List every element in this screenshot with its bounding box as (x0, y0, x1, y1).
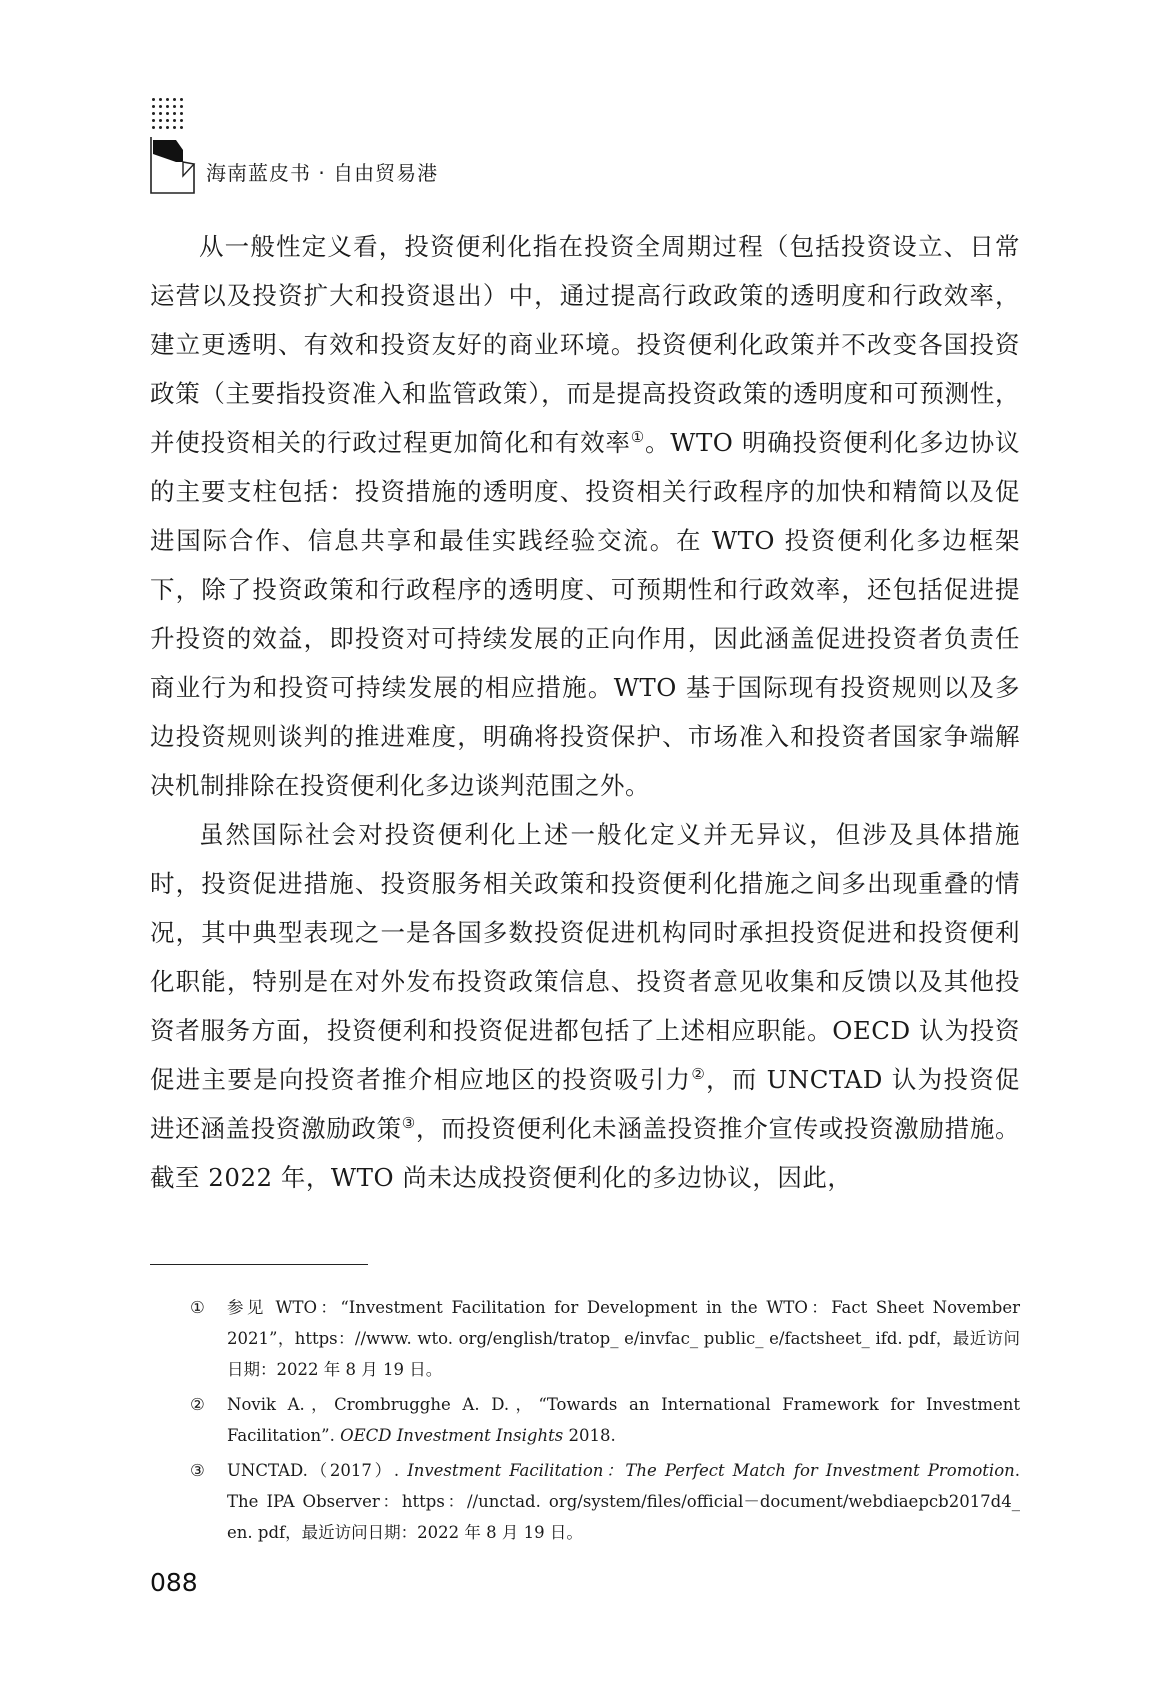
header-dot-grid-icon (152, 98, 188, 132)
header-dot (159, 126, 162, 129)
footnote-3-mark: ③ (190, 1461, 205, 1480)
header-dot (180, 105, 183, 108)
header-dot (166, 98, 169, 101)
paragraph-2 (150, 810, 1020, 1202)
header-dot (180, 112, 183, 115)
page-number: 088 (150, 1568, 198, 1597)
header-dot (152, 105, 155, 108)
header-dot (166, 105, 169, 108)
paragraph-2-text-c: ，而投资便利化未涵盖投资推介宣传或投资激励措施。截至 2022 年，WTO 尚未达成投资便利化的多边协议，因此， (150, 1114, 1021, 1192)
header-dot (152, 119, 155, 122)
header-dot (180, 119, 183, 122)
paragraph-1-text-b: 。WTO 明确投资便利化多边协议的主要支柱包括：投资措施的透明度、投资相关行政程序的加快和精简以及促进国际合作、信息共享和最佳实践经验交流。在 WTO 投资便利化多边框架下，除了投资政策和行政程序的透明度、可预期性和行政效率，还包括促进提升投资的效益，即投资对可持续发展的正向作用，因此涵盖促进投资者负责任商业行为和投资可持续发展的相应措施。WTO 基于国际现有投资规则以及多边投资规则谈判的推进难度，明确将投资保护、市场准入和投资者国家争端解决机制排除在投资便利化多边谈判范围之外。 (150, 428, 1020, 800)
paragraph-1-text-a: 从一般性定义看，投资便利化指在投资全周期过程（包括投资设立、日常运营以及投资扩大和投资退出）中，通过提高行政政策的透明度和行政效率，建立更透明、有效和投资友好的商业环境。投资便利化政策并不改变各国投资政策（主要指投资准入和监管政策），而是提高投资政策的透明度和可预测性，并使投资相关的行政过程更加简化和有效率 (150, 232, 1020, 457)
header-dot (180, 98, 183, 101)
header-dot (166, 119, 169, 122)
footnote-1-mark: ① (190, 1298, 205, 1317)
header-dot (166, 112, 169, 115)
paragraph-2-text-b: ，而 UNCTAD 认为投资促进还涵盖投资激励政策 (150, 1065, 1021, 1143)
footnote-2-text: Novik A.，Crombrugghe A. D.，“Towards an International Framework for Investment Facilitation”. (227, 1395, 1020, 1445)
header-dot (173, 98, 176, 101)
footnote-3-title: Investment Facilitation：The Perfect Match for Investment Promotion (407, 1461, 1015, 1480)
footnote-3-tail: . The IPA Observer：https：//unctad. org/system/files/official－document/webdiaepcb2017d4_ en. pdf，最近访问日期：2022 年 8 月 19 日。 (227, 1461, 1021, 1542)
footnote-3 (190, 1455, 1020, 1548)
header-dot (152, 98, 155, 101)
header-dot (173, 105, 176, 108)
footnote-1-text: 参见 WTO：“Investment Facilitation for Development in the WTO：Fact Sheet November 2021”，https：//www. wto. org/english/tratop_ e/invfac_ public_ e/factsheet_ ifd. pdf，最近访问日期：2022 年 8 月 19 日。 (227, 1298, 1020, 1379)
header-dot (159, 105, 162, 108)
header-dot (180, 126, 183, 129)
footnote-3-text: UNCTAD.（2017）. (227, 1461, 400, 1480)
paragraph-1 (150, 222, 1020, 810)
header-dot (159, 98, 162, 101)
header-dot (152, 126, 155, 129)
footnote-1 (190, 1292, 1020, 1385)
header-dot (173, 112, 176, 115)
footnote-2-mark: ② (190, 1395, 205, 1414)
footnote-2-source: OECD Investment Insights (340, 1426, 564, 1445)
header-dot (152, 112, 155, 115)
footnote-ref-1[interactable]: ① (630, 428, 645, 446)
footnote-2-tail: 2018. (563, 1426, 616, 1445)
footnote-ref-2[interactable]: ② (691, 1065, 707, 1083)
footnote-ref-3[interactable]: ③ (401, 1114, 416, 1132)
paragraph-2-text-a: 虽然国际社会对投资便利化上述一般化定义并无异议，但涉及具体措施时，投资促进措施、投资服务相关政策和投资便利化措施之间多出现重叠的情况，其中典型表现之一是各国多数投资促进机构同时承担投资促进和投资便利化职能，特别是在对外发布投资政策信息、投资者意见收集和反馈以及其他投资者服务方面，投资便利和投资促进都包括了上述相应职能。OECD 认为投资促进主要是向投资者推介相应地区的投资吸引力 (150, 820, 1020, 1094)
header-dot (159, 112, 162, 115)
header-dot (166, 126, 169, 129)
footnotes (190, 1292, 1020, 1552)
running-title: 海南蓝皮书 · 自由贸易港 (206, 161, 439, 185)
footnote-2 (190, 1389, 1020, 1451)
book-corner-icon (150, 136, 196, 194)
body-text (150, 222, 1020, 1202)
header-dot (173, 126, 176, 129)
footnote-divider (150, 1264, 368, 1265)
header-dot (159, 119, 162, 122)
header-dot (173, 119, 176, 122)
